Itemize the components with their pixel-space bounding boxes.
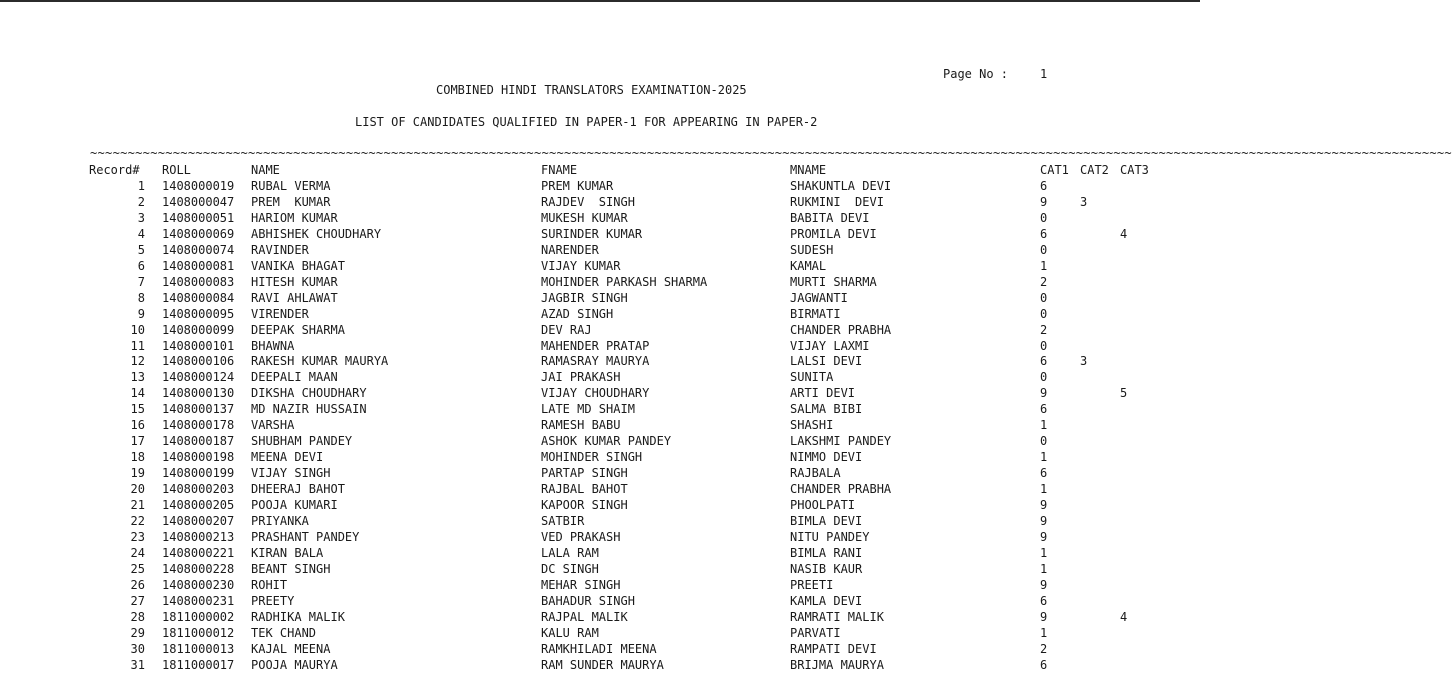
mother-name-cell: SALMA BIBI — [790, 402, 863, 417]
father-name-cell: PARTAP SINGH — [541, 466, 628, 481]
mother-name-cell: CHANDER PRABHA — [790, 322, 892, 337]
roll-cell: 1811000013 — [162, 641, 235, 656]
mother-name-cell: BIRMATI — [790, 306, 841, 321]
record-cell: 22 — [130, 514, 145, 528]
header-record: Record# — [89, 163, 140, 177]
cat1-cell: 2 — [1040, 641, 1048, 656]
table-row — [0, 386, 1200, 402]
father-name-cell: ASHOK KUMAR PANDEY — [541, 434, 672, 449]
roll-cell: 1408000095 — [162, 306, 235, 321]
header-cat3: CAT3 — [1120, 163, 1149, 177]
record-cell: 24 — [130, 545, 145, 560]
father-name-cell: AZAD SINGH — [541, 306, 614, 321]
record-cell: 6 — [137, 258, 145, 273]
table-row — [0, 530, 1200, 546]
name-cell: KIRAN BALA — [251, 545, 324, 560]
list-title: LIST OF CANDIDATES QUALIFIED IN PAPER-1 FOR APPEARING IN PAPER-2 — [355, 115, 818, 129]
table-row — [0, 243, 1200, 259]
father-name-cell: RAMESH BABU — [541, 418, 621, 433]
record-cell: 16 — [130, 418, 145, 433]
father-name-cell: MOHINDER SINGH — [541, 450, 643, 465]
mother-name-cell: PROMILA DEVI — [790, 226, 877, 241]
father-name-cell: RAJPAL MALIK — [541, 609, 628, 624]
father-name-cell: MAHENDER PRATAP — [541, 338, 650, 353]
cat1-cell: 9 — [1040, 609, 1048, 624]
name-cell: KAJAL MEENA — [251, 641, 331, 656]
roll-cell: 1811000017 — [162, 657, 235, 672]
table-row — [0, 275, 1200, 291]
roll-cell: 1408000106 — [162, 354, 235, 369]
header-cat2: CAT2 — [1080, 163, 1109, 177]
header-fname: FNAME — [541, 163, 578, 177]
record-cell: 13 — [130, 370, 145, 385]
roll-cell: 1408000081 — [162, 258, 235, 273]
name-cell: BHAWNA — [251, 338, 295, 353]
father-name-cell: MOHINDER PARKASH SHARMA — [541, 274, 708, 289]
cat1-cell: 9 — [1040, 577, 1048, 592]
mother-name-cell: SHASHI — [790, 418, 834, 433]
cat1-cell: 1 — [1040, 482, 1048, 497]
cat1-cell: 1 — [1040, 561, 1048, 576]
roll-cell: 1408000198 — [162, 450, 235, 465]
record-cell: 25 — [130, 561, 145, 576]
name-cell: TEK CHAND — [251, 625, 317, 640]
name-cell: PRIYANKA — [251, 514, 309, 528]
cat3-cell: 4 — [1120, 226, 1128, 241]
roll-cell: 1811000012 — [162, 625, 235, 640]
cat1-cell: 1 — [1040, 545, 1048, 560]
record-cell: 14 — [130, 386, 145, 401]
record-cell: 21 — [130, 498, 145, 512]
table-row — [0, 370, 1200, 386]
name-cell: VARSHA — [251, 418, 295, 433]
record-cell: 18 — [130, 450, 145, 465]
name-cell: DIKSHA CHOUDHARY — [251, 386, 367, 401]
father-name-cell: SATBIR — [541, 514, 585, 528]
table-row — [0, 418, 1200, 434]
record-cell: 26 — [130, 577, 145, 592]
roll-cell: 1408000137 — [162, 402, 235, 417]
mother-name-cell: KAMLA DEVI — [790, 593, 863, 608]
table-row — [0, 562, 1200, 578]
record-cell: 5 — [137, 242, 145, 257]
cat1-cell: 6 — [1040, 402, 1048, 417]
record-cell: 27 — [130, 593, 145, 608]
roll-cell: 1408000213 — [162, 529, 235, 544]
table-row — [0, 482, 1200, 498]
roll-cell: 1408000231 — [162, 593, 235, 608]
exam-title: COMBINED HINDI TRANSLATORS EXAMINATION-2025 — [436, 83, 747, 97]
mother-name-cell: BIMLA RANI — [790, 545, 863, 560]
roll-cell: 1408000228 — [162, 561, 235, 576]
name-cell: MD NAZIR HUSSAIN — [251, 402, 367, 417]
record-cell: 30 — [130, 641, 145, 656]
record-cell: 8 — [137, 290, 145, 305]
father-name-cell: BAHADUR SINGH — [541, 593, 635, 608]
father-name-cell: KALU RAM — [541, 625, 599, 640]
cat1-cell: 0 — [1040, 210, 1048, 225]
roll-cell: 1408000074 — [162, 242, 235, 257]
record-cell: 10 — [130, 322, 145, 337]
name-cell: PREM KUMAR — [251, 194, 331, 209]
mother-name-cell: RUKMINI DEVI — [790, 194, 884, 209]
mother-name-cell: SUDESH — [790, 242, 834, 257]
record-cell: 1 — [137, 179, 145, 193]
cat1-cell: 0 — [1040, 242, 1048, 257]
mother-name-cell: BABITA DEVI — [790, 210, 870, 225]
mother-name-cell: BIMLA DEVI — [790, 514, 863, 528]
mother-name-cell: NASIB KAUR — [790, 561, 863, 576]
father-name-cell: RAMASRAY MAURYA — [541, 354, 650, 369]
table-row — [0, 498, 1200, 514]
father-name-cell: DEV RAJ — [541, 322, 592, 337]
record-cell: 15 — [130, 402, 145, 417]
father-name-cell: LALA RAM — [541, 545, 599, 560]
cat1-cell: 0 — [1040, 290, 1048, 305]
roll-cell: 1408000099 — [162, 322, 235, 337]
cat1-cell: 9 — [1040, 529, 1048, 544]
table-row — [0, 610, 1200, 626]
mother-name-cell: RAMRATI MALIK — [790, 609, 884, 624]
father-name-cell: DC SINGH — [541, 561, 599, 576]
table-row — [0, 323, 1200, 339]
name-cell: VIRENDER — [251, 306, 309, 321]
name-cell: VIJAY SINGH — [251, 466, 331, 481]
name-cell: RADHIKA MALIK — [251, 609, 345, 624]
tilde-separator: ~~~~~~~~~~~~~~~~~~~~~~~~~~~~~~~~~~~~~~~~~~~~~~~~~~~~~~~~~~~~~~~~~~~~~~~~~~~~~~~~~~~~~~~~~~~~~~~~~~~~~~~~~~~~~~~~~~~~~~~~~~~~~~~~~~~~~~~~~~~~~~~~~~~~~~~~~~~~~~~~~~~~~~~~~~~~~~~~~~~~~ — [90, 146, 1452, 160]
roll-cell: 1408000069 — [162, 226, 235, 241]
table-row — [0, 211, 1200, 227]
table-row — [0, 578, 1200, 594]
mother-name-cell: KAMAL — [790, 258, 827, 273]
table-row — [0, 546, 1200, 562]
table-header — [0, 163, 1200, 179]
table-row — [0, 354, 1200, 370]
mother-name-cell: BRIJMA MAURYA — [790, 657, 884, 672]
cat1-cell: 6 — [1040, 466, 1048, 481]
table-row — [0, 594, 1200, 610]
father-name-cell: JAGBIR SINGH — [541, 290, 628, 305]
father-name-cell: RAJDEV SINGH — [541, 194, 635, 209]
page-number-label: Page No : — [943, 67, 1009, 81]
cat1-cell: 1 — [1040, 258, 1048, 273]
mother-name-cell: NIMMO DEVI — [790, 450, 863, 465]
father-name-cell: RAJBAL BAHOT — [541, 482, 628, 497]
header-mname: MNAME — [790, 163, 827, 177]
table-row — [0, 514, 1200, 530]
name-cell: DEEPALI MAAN — [251, 370, 338, 385]
record-cell: 20 — [130, 482, 145, 497]
roll-cell: 1408000124 — [162, 370, 235, 385]
table-row — [0, 434, 1200, 450]
mother-name-cell: ARTI DEVI — [790, 386, 856, 401]
father-name-cell: KAPOOR SINGH — [541, 498, 628, 512]
mother-name-cell: RAMPATI DEVI — [790, 641, 877, 656]
mother-name-cell: SUNITA — [790, 370, 834, 385]
name-cell: POOJA MAURYA — [251, 657, 338, 672]
name-cell: SHUBHAM PANDEY — [251, 434, 353, 449]
cat1-cell: 0 — [1040, 370, 1048, 385]
father-name-cell: MUKESH KUMAR — [541, 210, 628, 225]
table-row — [0, 642, 1200, 658]
father-name-cell: RAM SUNDER MAURYA — [541, 657, 664, 672]
mother-name-cell: MURTI SHARMA — [790, 274, 877, 289]
father-name-cell: RAMKHILADI MEENA — [541, 641, 657, 656]
table-row — [0, 626, 1200, 642]
table-row — [0, 227, 1200, 243]
cat2-cell: 3 — [1080, 354, 1088, 369]
record-cell: 2 — [137, 194, 145, 209]
father-name-cell: VIJAY CHOUDHARY — [541, 386, 650, 401]
father-name-cell: VIJAY KUMAR — [541, 258, 621, 273]
cat1-cell: 1 — [1040, 625, 1048, 640]
mother-name-cell: LAKSHMI PANDEY — [790, 434, 892, 449]
father-name-cell: VED PRAKASH — [541, 529, 621, 544]
record-cell: 11 — [130, 338, 145, 353]
father-name-cell: NARENDER — [541, 242, 599, 257]
mother-name-cell: JAGWANTI — [790, 290, 848, 305]
cat1-cell: 2 — [1040, 322, 1048, 337]
table-row — [0, 450, 1200, 466]
roll-cell: 1408000083 — [162, 274, 235, 289]
roll-cell: 1408000130 — [162, 386, 235, 401]
header-name: NAME — [251, 163, 280, 177]
father-name-cell: SURINDER KUMAR — [541, 226, 643, 241]
father-name-cell: LATE MD SHAIM — [541, 402, 635, 417]
record-cell: 19 — [130, 466, 145, 481]
roll-cell: 1408000203 — [162, 482, 235, 497]
name-cell: MEENA DEVI — [251, 450, 324, 465]
cat3-cell: 5 — [1120, 386, 1128, 401]
table-row — [0, 179, 1200, 195]
cat2-cell: 3 — [1080, 194, 1088, 209]
father-name-cell: JAI PRAKASH — [541, 370, 621, 385]
cat1-cell: 9 — [1040, 514, 1048, 528]
cat1-cell: 0 — [1040, 434, 1048, 449]
cat1-cell: 6 — [1040, 657, 1048, 672]
roll-cell: 1408000230 — [162, 577, 235, 592]
cat1-cell: 6 — [1040, 226, 1048, 241]
name-cell: POOJA KUMARI — [251, 498, 338, 512]
name-cell: RAVI AHLAWAT — [251, 290, 338, 305]
table-row — [0, 658, 1200, 674]
mother-name-cell: LALSI DEVI — [790, 354, 863, 369]
roll-cell: 1408000221 — [162, 545, 235, 560]
roll-cell: 1408000051 — [162, 210, 235, 225]
cat1-cell: 1 — [1040, 450, 1048, 465]
record-cell: 7 — [137, 274, 145, 289]
name-cell: RAKESH KUMAR MAURYA — [251, 354, 389, 369]
roll-cell: 1408000199 — [162, 466, 235, 481]
roll-cell: 1408000019 — [162, 179, 235, 193]
record-cell: 23 — [130, 529, 145, 544]
father-name-cell: PREM KUMAR — [541, 179, 614, 193]
record-cell: 17 — [130, 434, 145, 449]
cat1-cell: 6 — [1040, 354, 1048, 369]
table-row — [0, 291, 1200, 307]
name-cell: RAVINDER — [251, 242, 309, 257]
cat3-cell: 4 — [1120, 609, 1128, 624]
name-cell: VANIKA BHAGAT — [251, 258, 345, 273]
roll-cell: 1408000084 — [162, 290, 235, 305]
roll-cell: 1408000187 — [162, 434, 235, 449]
table-row — [0, 466, 1200, 482]
name-cell: DHEERAJ BAHOT — [251, 482, 345, 497]
name-cell: PRASHANT PANDEY — [251, 529, 360, 544]
top-border-line — [0, 0, 1200, 2]
name-cell: BEANT SINGH — [251, 561, 331, 576]
record-cell: 28 — [130, 609, 145, 624]
roll-cell: 1811000002 — [162, 609, 235, 624]
name-cell: ABHISHEK CHOUDHARY — [251, 226, 382, 241]
record-cell: 29 — [130, 625, 145, 640]
header-roll: ROLL — [162, 163, 191, 177]
record-cell: 12 — [130, 354, 145, 369]
cat1-cell: 9 — [1040, 194, 1048, 209]
cat1-cell: 6 — [1040, 179, 1048, 193]
mother-name-cell: CHANDER PRABHA — [790, 482, 892, 497]
father-name-cell: MEHAR SINGH — [541, 577, 621, 592]
header-cat1: CAT1 — [1040, 163, 1069, 177]
cat1-cell: 0 — [1040, 338, 1048, 353]
roll-cell: 1408000205 — [162, 498, 235, 512]
mother-name-cell: SHAKUNTLA DEVI — [790, 179, 892, 193]
name-cell: PREETY — [251, 593, 295, 608]
cat1-cell: 6 — [1040, 593, 1048, 608]
page-number-value: 1 — [1040, 67, 1048, 81]
table-row — [0, 195, 1200, 211]
mother-name-cell: PREETI — [790, 577, 834, 592]
mother-name-cell: NITU PANDEY — [790, 529, 870, 544]
cat1-cell: 2 — [1040, 274, 1048, 289]
mother-name-cell: RAJBALA — [790, 466, 841, 481]
name-cell: DEEPAK SHARMA — [251, 322, 345, 337]
record-cell: 9 — [137, 306, 145, 321]
name-cell: RUBAL VERMA — [251, 179, 331, 193]
mother-name-cell: PHOOLPATI — [790, 498, 856, 512]
record-cell: 4 — [137, 226, 145, 241]
roll-cell: 1408000178 — [162, 418, 235, 433]
name-cell: HARIOM KUMAR — [251, 210, 338, 225]
table-row — [0, 339, 1200, 355]
cat1-cell: 1 — [1040, 418, 1048, 433]
record-cell: 31 — [130, 657, 145, 672]
mother-name-cell: VIJAY LAXMI — [790, 338, 870, 353]
mother-name-cell: PARVATI — [790, 625, 841, 640]
cat1-cell: 9 — [1040, 386, 1048, 401]
table-row — [0, 259, 1200, 275]
name-cell: HITESH KUMAR — [251, 274, 338, 289]
cat1-cell: 9 — [1040, 498, 1048, 512]
roll-cell: 1408000101 — [162, 338, 235, 353]
table-row — [0, 307, 1200, 323]
cat1-cell: 0 — [1040, 306, 1048, 321]
record-cell: 3 — [137, 210, 145, 225]
name-cell: ROHIT — [251, 577, 288, 592]
table-row — [0, 402, 1200, 418]
roll-cell: 1408000047 — [162, 194, 235, 209]
roll-cell: 1408000207 — [162, 514, 235, 528]
